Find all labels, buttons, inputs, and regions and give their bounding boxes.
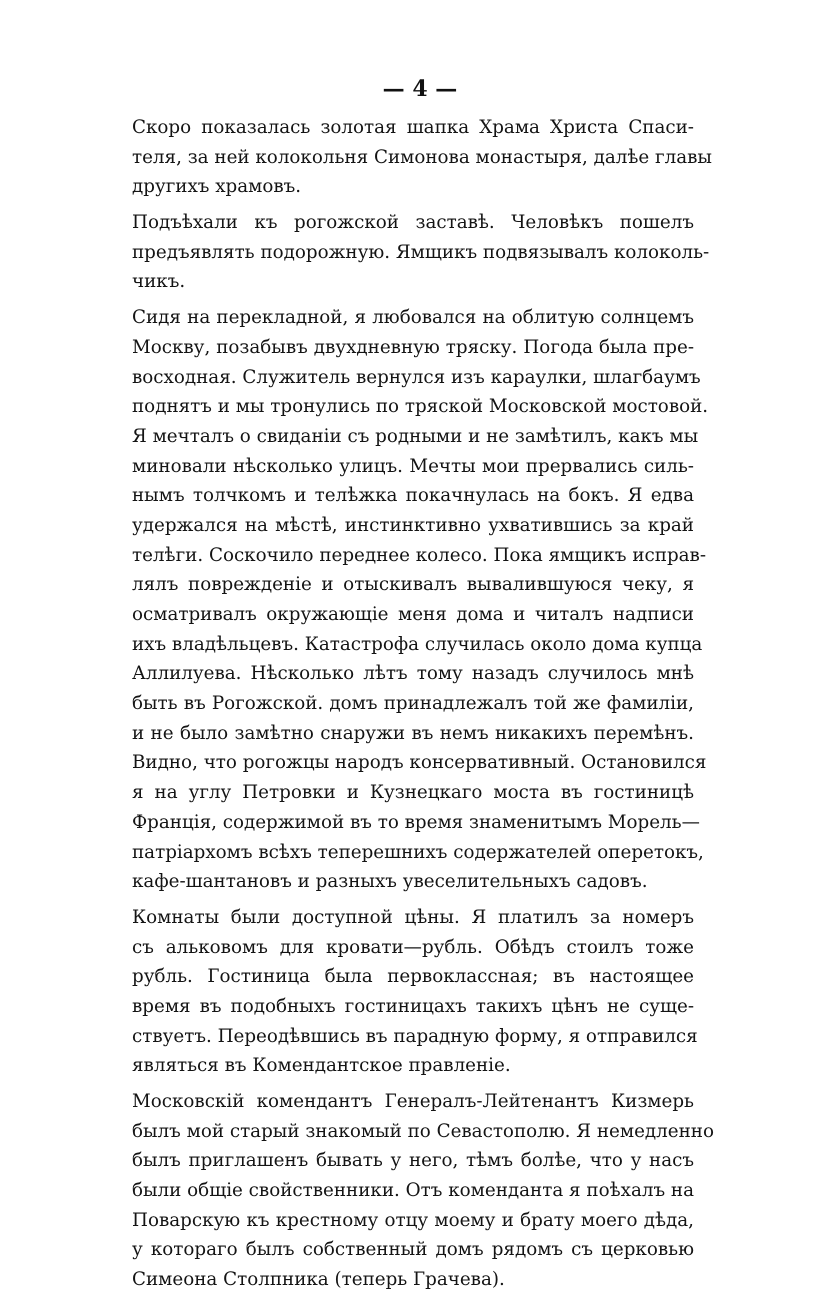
paragraph xyxy=(132,113,712,202)
text-line: Сидя на перекладной, я любовался на облитую солнцемъ xyxy=(132,307,694,329)
text-line: у котораго былъ собственный домъ рядомъ съ церковью xyxy=(132,1239,694,1261)
text-line: ствуетъ. Переодѣвшись въ парадную форму, я отправился xyxy=(132,1025,698,1047)
paragraph xyxy=(132,208,710,297)
paragraph xyxy=(132,903,698,1081)
text-line: съ альковомъ для кровати—рубль. Обѣдъ стоилъ тоже xyxy=(132,936,694,958)
text-line: телѣги. Соскочило переднее колесо. Пока ямщикъ исправ- xyxy=(132,544,707,566)
text-line: быть въ Рогожской. домъ принадлежалъ той же фамилiи, xyxy=(132,693,694,715)
text-line: были общiе свойственники. Отъ коменданта я поѣхалъ на xyxy=(132,1180,694,1202)
text-line: чикъ. xyxy=(132,271,186,293)
text-line: Комнаты были доступной цѣны. Я платилъ за номеръ xyxy=(132,906,694,928)
text-line: былъ приглашенъ бывать у него, тѣмъ болѣе, что у насъ xyxy=(132,1150,694,1172)
text-line: Скоро показалась золотая шапка Храма Христа Спаси- xyxy=(132,117,694,138)
text-line: я на углу Петровки и Кузнецкаго моста въ гостиницѣ xyxy=(132,782,694,804)
text-line: другихъ храмовъ. xyxy=(132,176,302,198)
page-number: — 4 — xyxy=(382,76,458,102)
text-line: и не было замѣтно снаружи въ немъ никакихъ перемѣнъ. xyxy=(132,722,694,744)
text-line: былъ мой старый знакомый по Севастополю. Я немедленно xyxy=(132,1120,714,1142)
text-line: время въ подобныхъ гостиницахъ такихъ цѣнъ не суще- xyxy=(132,995,694,1017)
text-line: Симеона Столпника (теперь Грачева). xyxy=(132,1269,505,1291)
text-line: нымъ толчкомъ и телѣжка покачнулась на бокъ. Я едва xyxy=(132,485,694,507)
text-line: ихъ владѣльцевъ. Катастрофа случилась около дома купца xyxy=(132,633,703,655)
text-line: лялъ поврежденiе и отыскивалъ вывалившуюся чеку, я xyxy=(132,574,694,596)
text-line: удержался на мѣстѣ, инстинктивно ухватившись за край xyxy=(132,514,694,536)
text-line: теля, за ней колокольня Симонова монастыря, далѣе главы xyxy=(132,146,712,168)
text-line: Московскiй комендантъ Генералъ-Лейтенантъ Кизмерь xyxy=(132,1091,694,1112)
text-line: поднятъ и мы тронулись по тряской Московской мостовой. xyxy=(132,396,709,418)
text-line: предъявлять подорожную. Ямщикъ подвязывалъ колоколь- xyxy=(132,241,710,263)
text-line: патрiархомъ всѣхъ теперешнихъ содержателей оперетокъ, xyxy=(132,841,704,863)
text-line: восходная. Служитель вернулся изъ караулки, шлагбаумъ xyxy=(132,366,701,388)
text-line: являться въ Комендантское правленiе. xyxy=(132,1055,511,1077)
text-line: рубль. Гостиница была первоклассная; въ настоящее xyxy=(132,966,694,988)
body-text xyxy=(132,113,714,1301)
text-line: кафе-шантановъ и разныхъ увеселительныхъ садовъ. xyxy=(132,871,648,893)
text-line: Я мечталъ о свиданiи съ родными и не замѣтилъ, какъ мы xyxy=(132,425,699,447)
text-line: осматривалъ окружающiе меня дома и читалъ надписи xyxy=(132,604,694,625)
text-line: Видно, что рогожцы народъ консервативный. Остановился xyxy=(132,752,707,774)
text-line: Поварскую къ крестному отцу моему и брату моего дѣда, xyxy=(132,1209,694,1231)
text-line: Аллилуева. Нѣсколько лѣтъ тому назадъ случилось мнѣ xyxy=(132,663,694,685)
paragraph xyxy=(132,303,709,897)
text-line: Францiя, содержимой въ то время знаменитымъ Морель— xyxy=(132,811,700,833)
text-line: Подъѣхали къ рогожской заставѣ. Человѣкъ пошелъ xyxy=(132,212,694,234)
text-line: Москву, позабывъ двухдневную тряску. Погода была пре- xyxy=(132,336,694,358)
text-line: миновали нѣсколько улицъ. Мечты мои прервались силь- xyxy=(132,455,694,477)
